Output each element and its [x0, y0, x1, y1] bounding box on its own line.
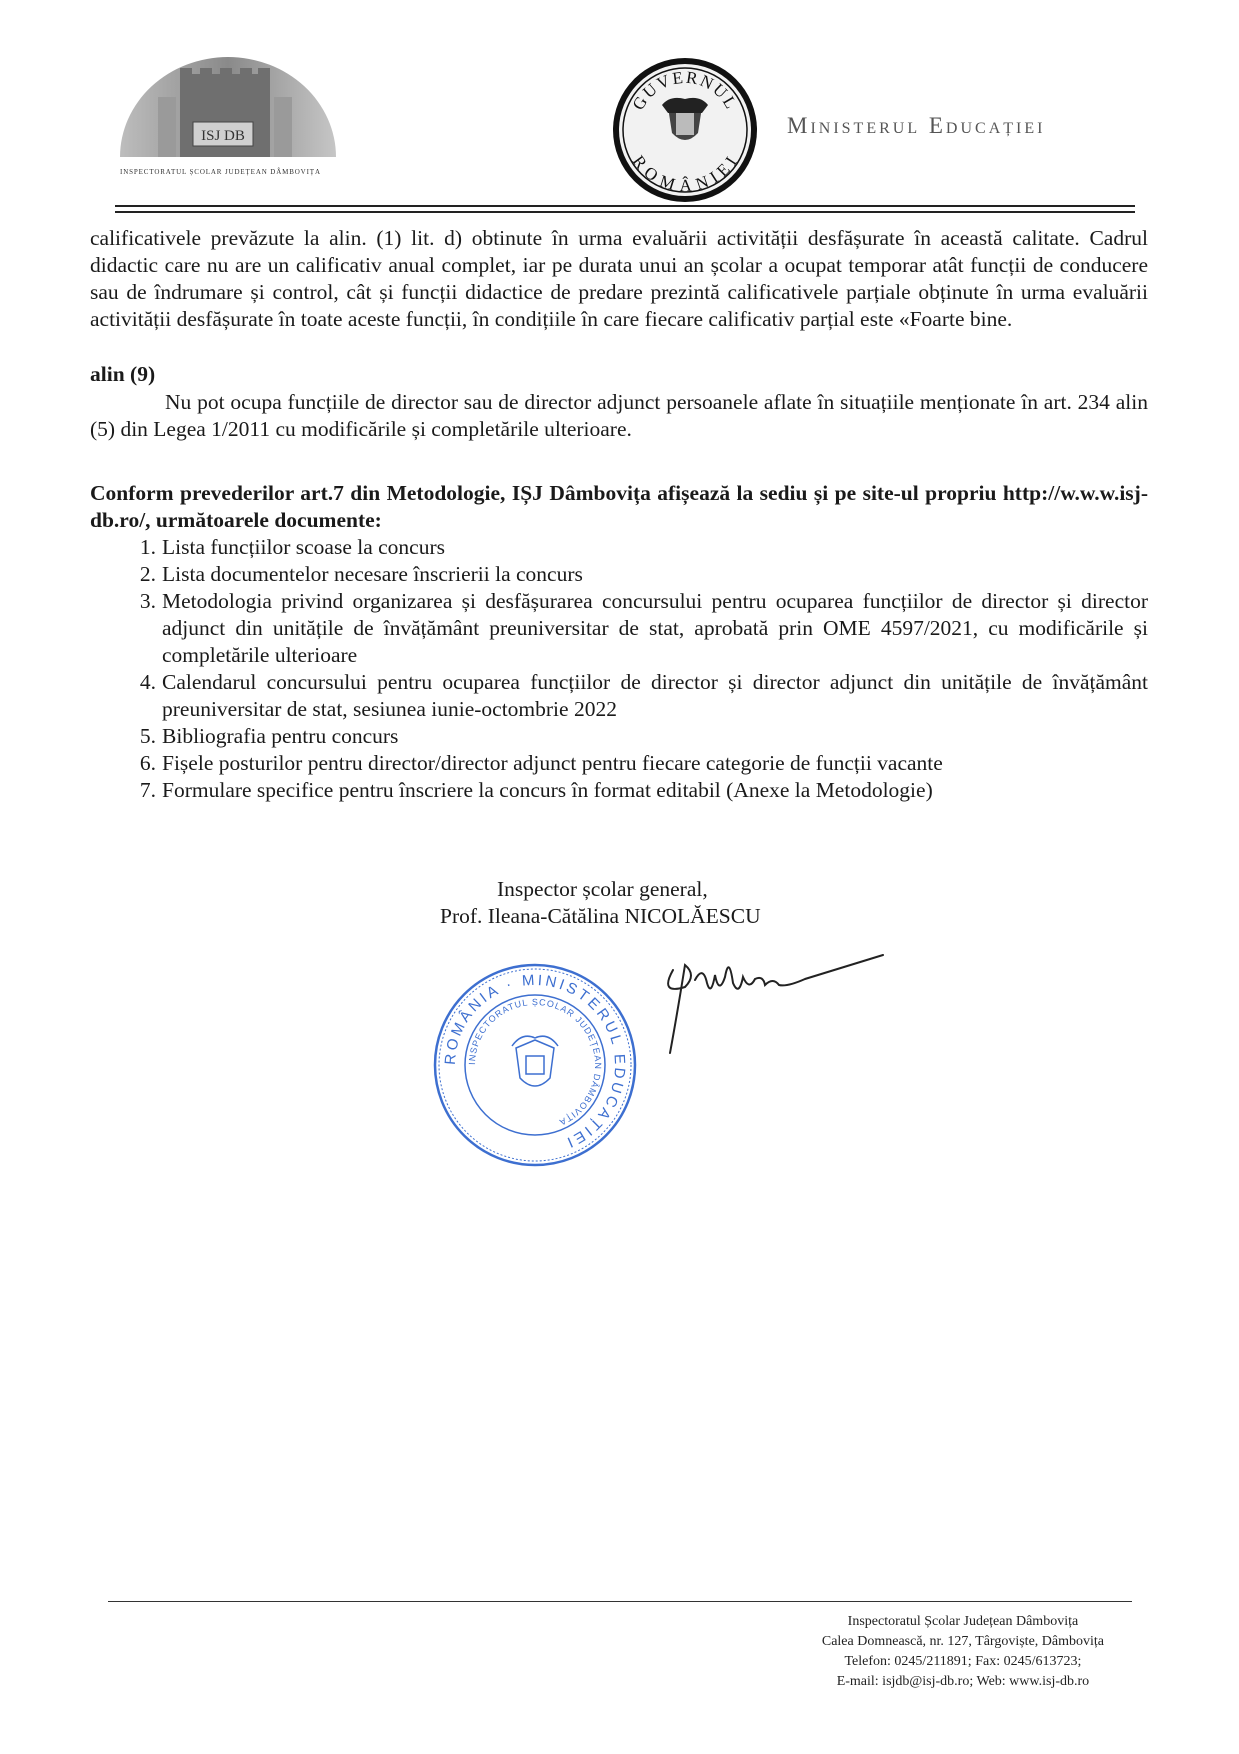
footer-contact-line: E-mail: isjdb@isj-db.ro; Web: www.isj-db.ro	[836, 1674, 1090, 1689]
signatory-title: Inspector școlar general,	[497, 877, 708, 901]
seal-text-top: GUVERNUL	[628, 67, 742, 114]
list-item: 5. Bibliografia pentru concurs	[139, 724, 399, 748]
header-divider	[115, 205, 1135, 207]
list-item: 7. Formulare specifice pentru înscriere la concurs în format editabil (Anexe la Metodologie)	[139, 778, 933, 802]
official-stamp	[430, 960, 640, 1170]
svg-text:INSPECTORATUL ȘCOLAR JUDEȚEAN	[467, 997, 603, 1128]
alin-heading: alin (9)	[90, 362, 156, 386]
footer-institution: Inspectoratul Școlar Județean Dâmbovița	[847, 1614, 1079, 1629]
documents-list	[90, 534, 1148, 804]
list-item: 4. Calendarul concursului pentru ocuparea funcțiilor de director și director adjunct din unitățile de învățământ preuniversitar de stat, sesiunea iunie-octombrie 2022	[139, 670, 1148, 721]
footer-phones: Telefon: 0245/211891; Fax: 0245/613723;	[844, 1654, 1082, 1669]
stamp-inner-text: INSPECTORATUL ȘCOLAR JUDEȚEAN DÂMBOVIȚA	[466, 996, 604, 1128]
isj-logo	[118, 52, 338, 182]
footer-divider	[108, 1601, 1132, 1602]
isj-logo-text: ISJ DB	[201, 128, 245, 144]
list-item: 1. Lista funcțiilor scoase la concurs	[139, 535, 445, 559]
government-seal	[610, 55, 760, 205]
footer-contact	[822, 1612, 1104, 1692]
paragraph-restrictions: Nu pot ocupa funcțiile de director sau de director adjunct persoanele aflate în situațiile menționate în art. 234 alin (5) din Legea 1/2011 cu modificările și completările ulterioare.	[90, 390, 1148, 441]
list-item: 6. Fișele posturilor pentru director/director adjunct pentru fiecare categorie de funcții vacante	[139, 751, 943, 775]
list-item: 3. Metodologia privind organizarea și desfășurarea concursului pentru ocuparea funcțiilor de director și director adjunct din unitățile de învățământ preuniversitar de stat, aprobată prin OME 4597/2021, cu modificările și completările ulterioare	[139, 589, 1148, 667]
ministry-name: Ministerul Educației	[787, 113, 1046, 138]
notice-paragraph: Conform prevederilor art.7 din Metodologie, IȘJ Dâmbovița afișează la sediu și pe site-ul propriu http://w.w.w.isj-db.ro/, următoarele documente:	[90, 481, 1148, 532]
handwritten-signature	[655, 935, 885, 1055]
footer-address: Calea Domnească, nr. 127, Târgoviște, Dâmbovița	[821, 1634, 1104, 1649]
signatory-name: Prof. Ileana-Cătălina NICOLĂESCU	[440, 904, 761, 928]
list-item: 2. Lista documentelor necesare înscrierii la concurs	[139, 562, 583, 586]
header-divider	[115, 211, 1135, 213]
seal-text-bottom: ROMÂNIEI	[628, 151, 742, 196]
isj-logo-caption: INSPECTORATUL ȘCOLAR JUDEȚEAN DÂMBOVIȚA	[120, 168, 320, 176]
paragraph-calificative: calificativele prevăzute la alin. (1) lit. d) obtinute în urma evaluării activității desfășurate în această calitate. Cadrul didactic care nu are un calificativ anual complet, iar pe durata unui an școlar a ocupat temporar atât funcții de conducere sau de îndrumare și control, cât și funcții didactice de predare prezintă calificativele parțiale obținute în urma evaluării activității desfășurate în toate aceste funcții, în condițiile în care fiecare calificativ parțial este «Foarte bine.	[90, 226, 1148, 331]
stamp-coat-of-arms-icon	[512, 1036, 558, 1086]
stamp-outer-text: ROMÂNIA · MINISTERUL EDUCAȚIEI	[441, 971, 629, 1152]
